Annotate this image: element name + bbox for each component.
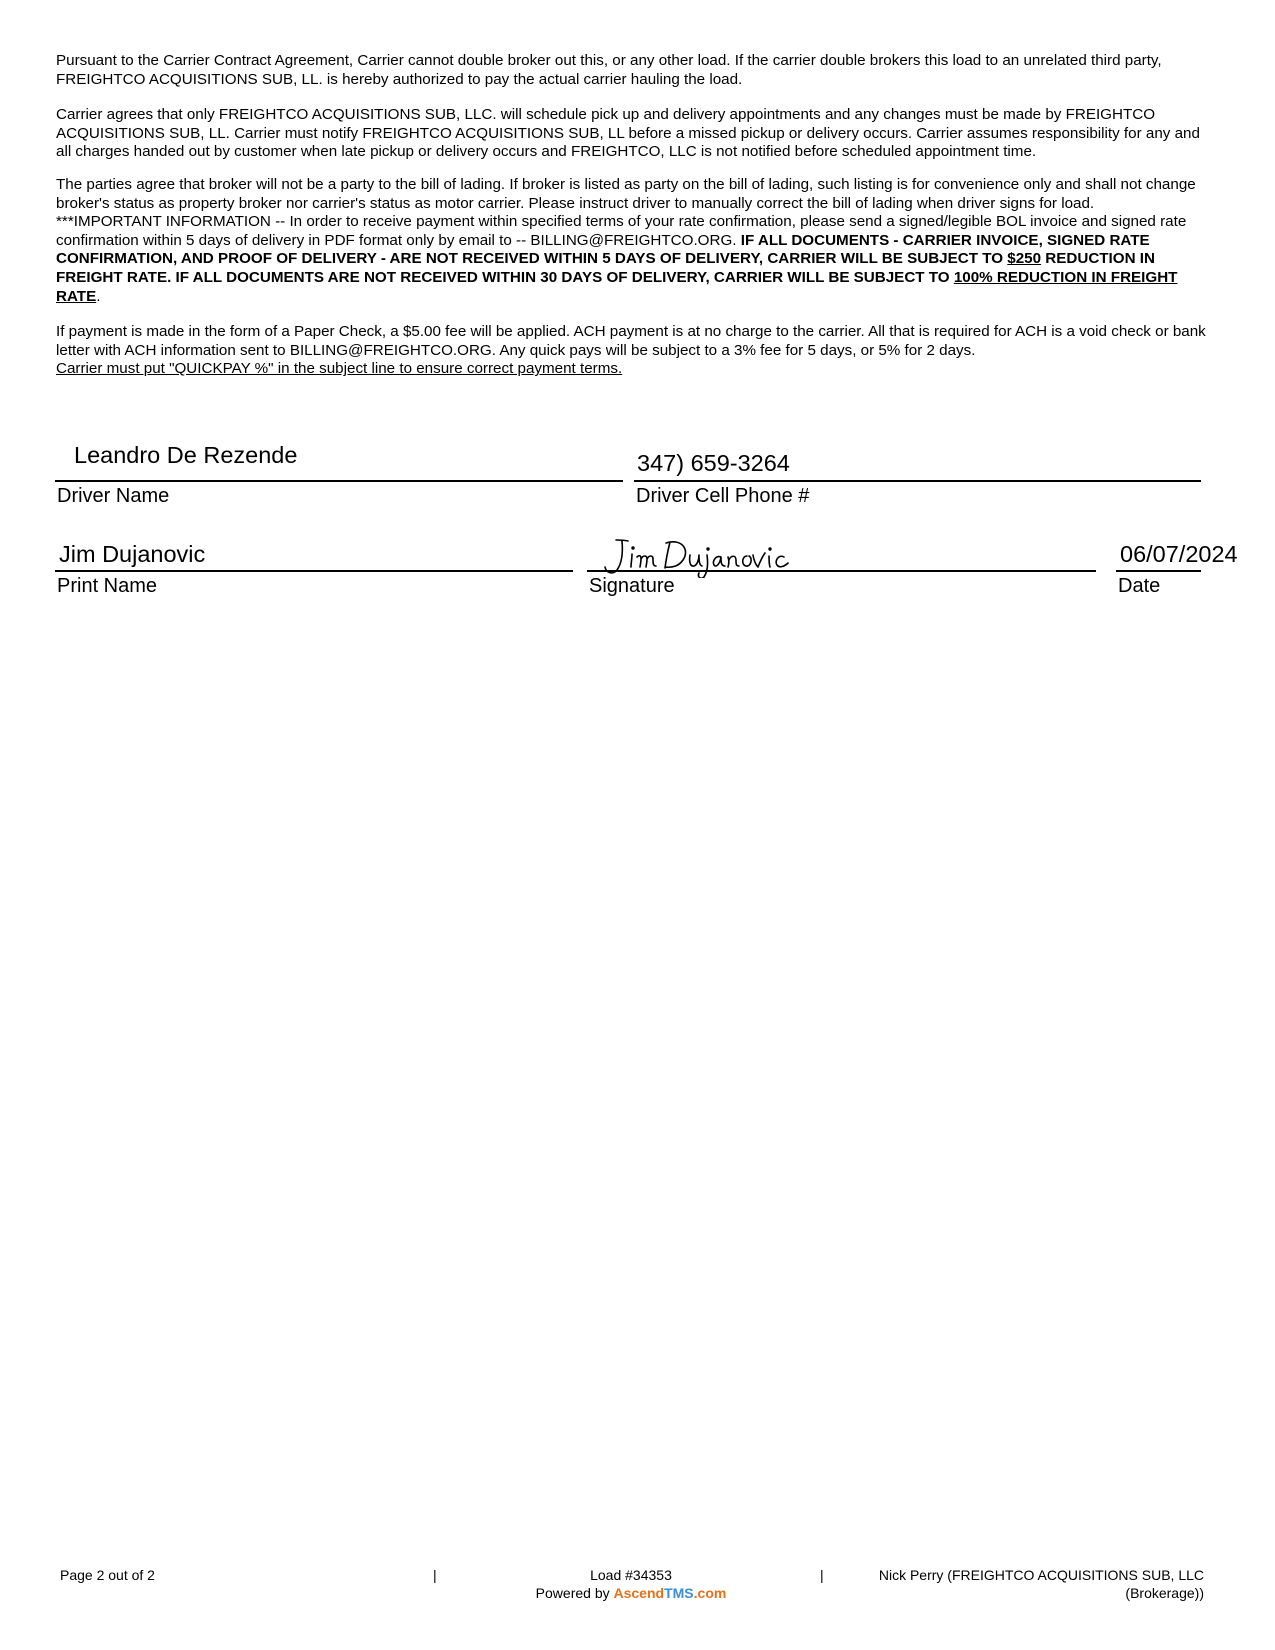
payment-text: If payment is made in the form of a Paper Check, a $5.00 fee will be applied. ACH payment is at no charge to the carrier. All that is required for ACH is a void check or bank letter with ACH information sent to BILLING@FREIGHTCO.ORG. Any quick pays will be subject to a 3% fee for 5 days, or 5% for 2 days. — [56, 323, 1206, 359]
powered-by-label: Powered by — [535, 1585, 614, 1601]
print-name-line — [55, 570, 573, 572]
signature-line — [587, 570, 1096, 572]
user-line-2: (Brokerage)) — [1125, 1585, 1204, 1601]
print-name-label: Print Name — [57, 575, 158, 597]
reduction-amount: $250 — [1007, 250, 1042, 268]
appointments-paragraph: Carrier agrees that only FREIGHTCO ACQUISITIONS SUB, LLC. will schedule pick up and delivery appointments and any changes must be made by FREIGHTCO ACQUISITIONS SUB, LL. Carrier must notify FREIGHTCO ACQUISITIONS SUB, LL before a missed pickup or delivery occurs. Carrier assumes responsibility for any and all charges handed out by customer when late pickup or delivery occurs and FREIGHTCO, LLC is not notified before scheduled appointment time. — [56, 106, 1200, 161]
driver-phone-label: Driver Cell Phone # — [636, 485, 810, 507]
driver-phone-line — [634, 480, 1201, 482]
important-info-bold-1: IF ALL DOCUMENTS - CARRIER INVOICE, SIGNED RATE CONFIRMATION, AND PROOF OF DELIVERY - ARE NOT RECEIVED WITHIN 5 DAYS OF DELIVERY, CARRIER WILL BE SUBJECT TO — [56, 231, 1150, 268]
load-number: Load #34353 — [590, 1567, 672, 1583]
date-label: Date — [1118, 575, 1161, 597]
double-broker-paragraph: Pursuant to the Carrier Contract Agreement, Carrier cannot double broker out this, or any other load. If the carrier double brokers this load to an unrelated third party, FREIGHTCO ACQUISITIONS SUB, LL. is hereby authorized to pay the actual carrier hauling the load. — [56, 52, 1162, 88]
driver-name-label: Driver Name — [57, 485, 170, 507]
terms-section — [56, 52, 1218, 379]
driver-name-value: Leandro De Rezende — [74, 442, 298, 468]
bill-of-lading-paragraph: The parties agree that broker will not be a party to the bill of lading. If broker is listed as party on the bill of lading, such listing is for convenience only and shall not change broker's status as property broker nor carrier's status as motor carrier. Please instruct driver to manually correct the bill of lading when driver signs for load. — [56, 175, 1196, 212]
important-info-bold-2: REDUCTION IN FREIGHT RATE. IF ALL DOCUMENTS ARE NOT RECEIVED WITHIN 30 DAYS OF DELIVERY, CARRIER WILL BE SUBJECT TO — [56, 250, 1155, 286]
footer-separator-left: | — [433, 1567, 437, 1583]
full-reduction-text: 100% REDUCTION IN FREIGHT RATE — [56, 268, 1178, 305]
driver-phone-value: 347) 659-3264 — [637, 450, 790, 476]
payment-paragraph — [56, 323, 1218, 379]
important-info-end: . — [96, 287, 101, 305]
footer-center — [524, 1566, 738, 1602]
ascendtms-logo-com: .com — [693, 1585, 727, 1601]
signature-label: Signature — [589, 575, 675, 597]
print-name-value: Jim Dujanovic — [59, 541, 206, 567]
driver-name-line — [55, 480, 623, 482]
user-line-1: Nick Perry (FREIGHTCO ACQUISITIONS SUB, LLC — [878, 1567, 1204, 1583]
powered-by — [524, 1584, 738, 1602]
footer-user — [879, 1566, 1204, 1602]
date-value: 06/07/2024 — [1120, 541, 1238, 567]
quickpay-instruction: Carrier must put "QUICKPAY %" in the subject line to ensure correct payment terms. — [56, 360, 623, 378]
date-line — [1116, 570, 1201, 572]
ascendtms-logo-tms: TMS — [664, 1585, 694, 1601]
important-information-paragraph — [56, 213, 1218, 306]
page-number: Page 2 out of 2 — [60, 1567, 155, 1583]
ascendtms-logo-ascend: Ascend — [613, 1585, 665, 1601]
important-info-intro: ***IMPORTANT INFORMATION -- In order to receive payment within specified terms of your rate confirmation, please send a signed/legible BOL invoice and signed rate confirmation within 5 days of delivery in PDF format only by email to -- BILLING@FREIGHTCO.ORG. — [56, 213, 1187, 249]
footer-separator-right: | — [820, 1567, 824, 1583]
